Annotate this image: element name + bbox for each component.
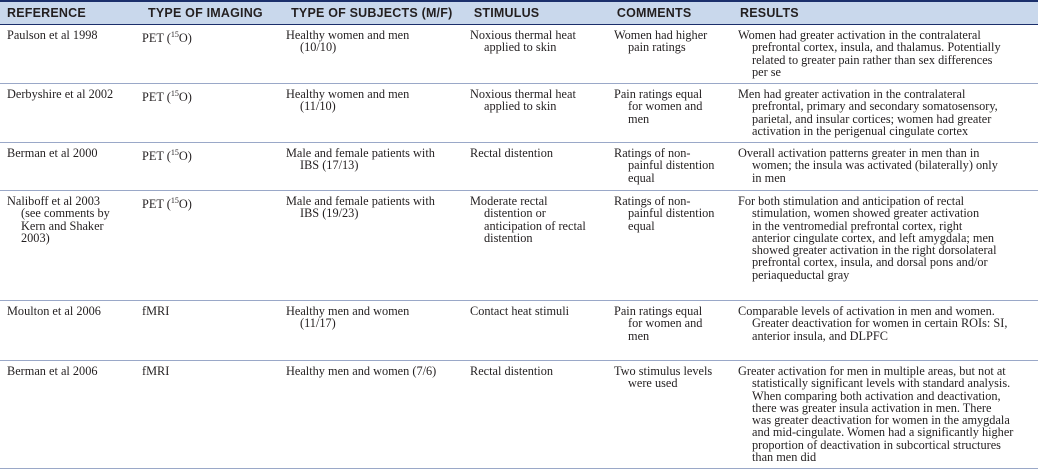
cell-line: Noxious thermal heat	[470, 87, 576, 101]
table-row	[0, 25, 1038, 84]
cell-line: (see comments by	[21, 206, 110, 221]
cell-line: per se	[752, 64, 782, 79]
cell-line: PET ($^{15}$O)	[142, 30, 192, 46]
cell-line: periaqueductal gray	[752, 267, 850, 282]
cell-line: (11/10)	[300, 99, 336, 114]
cell-line: prefrontal cortex, insula, and thalamus. Potentially	[752, 40, 1001, 55]
cell-stimulus	[470, 191, 614, 300]
cell-line: 2003)	[21, 230, 50, 245]
cell-imaging	[142, 301, 286, 360]
cell-line: prefrontal cortex, insula, and dorsal pons and/or	[752, 255, 988, 270]
cell-line: anticipation of rectal	[484, 218, 586, 233]
cell-stimulus	[470, 143, 614, 190]
header-type-of-imaging: TYPE OF IMAGING	[148, 6, 263, 20]
cell-line: PET ($^{15}$O)	[142, 148, 192, 164]
cell-line: and mid-cingulate. Women had a significantly higher	[752, 425, 1014, 440]
cell-imaging	[142, 84, 286, 142]
cell-reference	[0, 143, 142, 190]
cell-results	[738, 25, 1038, 83]
cell-line: men	[628, 328, 650, 343]
cell-line: prefrontal, primary and secondary somatosensory,	[752, 99, 998, 114]
table-row	[0, 143, 1038, 191]
cell-subjects	[286, 84, 470, 142]
cell-line: Comparable levels of activation in men and women.	[738, 304, 995, 318]
cell-line: (11/17)	[300, 316, 336, 331]
cell-line: equal	[628, 170, 655, 185]
cell-line: Paulson et al 1998	[7, 28, 98, 42]
cell-line: IBS (19/23)	[300, 206, 359, 221]
cell-results	[738, 143, 1038, 190]
cell-reference	[0, 361, 142, 468]
cell-line: anterior cingulate cortex, and left amygdala; men	[752, 230, 995, 245]
cell-line: fMRI	[142, 364, 170, 378]
cell-stimulus	[470, 25, 614, 83]
cell-line: Derbyshire et al 2002	[7, 87, 114, 101]
cell-subjects	[286, 25, 470, 83]
cell-line: Moulton et al 2006	[7, 304, 101, 318]
cell-line: PET ($^{15}$O)	[142, 196, 192, 212]
cell-line: Berman et al 2006	[7, 364, 98, 378]
cell-imaging	[142, 143, 286, 190]
table-row	[0, 301, 1038, 361]
cell-comments	[614, 84, 738, 142]
header-reference: REFERENCE	[7, 6, 86, 20]
cell-imaging	[142, 25, 286, 83]
cell-stimulus	[470, 361, 614, 468]
cell-line: Pain ratings equal	[614, 304, 703, 318]
cell-line: Women had greater activation in the contralateral	[738, 28, 981, 42]
cell-line: Rectal distention	[470, 364, 553, 378]
cell-line: painful distention	[628, 206, 715, 221]
cell-line: Male and female patients with	[286, 146, 435, 160]
header-type-of-subjects: TYPE OF SUBJECTS (M/F)	[291, 6, 453, 20]
cell-line: were used	[628, 376, 678, 391]
cell-line: for women and	[628, 316, 703, 331]
cell-line: Contact heat stimuli	[470, 304, 570, 318]
cell-comments	[614, 143, 738, 190]
cell-line: applied to skin	[484, 40, 557, 55]
cell-line: Men had greater activation in the contralateral	[738, 87, 966, 101]
table-row	[0, 191, 1038, 301]
cell-line: in the ventromedial prefrontal cortex, right	[752, 218, 963, 233]
cell-line: activation in the perigenual cingulate cortex	[752, 123, 969, 138]
cell-line: Male and female patients with	[286, 194, 435, 208]
cell-subjects	[286, 191, 470, 300]
cell-line: for women and	[628, 99, 703, 114]
cell-stimulus	[470, 301, 614, 360]
header-stimulus: STIMULUS	[473, 6, 540, 20]
cell-reference	[0, 25, 142, 83]
cell-line: Healthy women and men	[286, 87, 410, 101]
cell-subjects	[286, 361, 470, 468]
cell-comments	[614, 301, 738, 360]
cell-line: proportion of deactivation in subcortical structures	[752, 437, 1001, 452]
cell-line: Rectal distention	[470, 146, 553, 160]
cell-line: Healthy men and women (7/6)	[286, 364, 437, 378]
cell-line: Ratings of non-	[614, 194, 691, 208]
cell-line: related to greater pain rather than sex differences	[752, 52, 993, 67]
cell-comments	[614, 25, 738, 83]
cell-stimulus	[470, 84, 614, 142]
cell-line: When comparing both activation and deactivation,	[752, 388, 1001, 403]
cell-subjects	[286, 143, 470, 190]
cell-line: Kern and Shaker	[21, 218, 104, 233]
cell-line: stimulation, women showed greater activation	[752, 206, 980, 221]
cell-line: equal	[628, 218, 655, 233]
cell-line: Two stimulus levels	[614, 364, 713, 378]
cell-line: Noxious thermal heat	[470, 28, 576, 42]
header-comments: COMMENTS	[616, 6, 692, 20]
cell-line: there was greater insula activation in men. There	[752, 400, 992, 415]
cell-results	[738, 301, 1038, 360]
cell-results	[738, 84, 1038, 142]
cell-subjects	[286, 301, 470, 360]
cell-line: Naliboff et al 2003	[7, 194, 101, 208]
cell-imaging	[142, 361, 286, 468]
cell-line: fMRI	[142, 304, 170, 318]
header-results: RESULTS	[740, 6, 799, 20]
cell-imaging	[142, 191, 286, 300]
cell-line: anterior insula, and DLPFC	[752, 328, 888, 343]
table-header-row	[0, 0, 1038, 25]
cell-line: Healthy women and men	[286, 28, 410, 42]
cell-line: Greater activation for men in multiple areas, but not at	[738, 364, 1006, 378]
cell-results	[738, 191, 1038, 300]
table-row	[0, 84, 1038, 143]
cell-line: IBS (17/13)	[300, 158, 359, 173]
table-body	[0, 25, 1038, 469]
cell-line: painful distention	[628, 158, 715, 173]
cell-line: distention or	[484, 206, 546, 221]
table-row	[0, 361, 1038, 469]
cell-line: parietal, and insular cortices; women had greater	[752, 111, 992, 126]
cell-line: in men	[752, 170, 786, 185]
cell-line: Healthy men and women	[286, 304, 410, 318]
cell-line: pain ratings	[628, 40, 686, 55]
cell-line: Greater deactivation for women in certain ROIs: SI,	[752, 316, 1008, 331]
cell-line: Moderate rectal	[470, 194, 548, 208]
cell-line: was greater deactivation for women in the amygdala	[752, 413, 1010, 428]
cell-results	[738, 361, 1038, 468]
cell-line: men	[628, 111, 650, 126]
cell-reference	[0, 84, 142, 142]
cell-reference	[0, 301, 142, 360]
cell-comments	[614, 191, 738, 300]
cell-comments	[614, 361, 738, 468]
cell-line: PET ($^{15}$O)	[142, 89, 192, 105]
cell-line: Women had higher	[614, 28, 708, 42]
cell-line: women; the insula was activated (bilaterally) only	[752, 158, 998, 173]
cell-line: Pain ratings equal	[614, 87, 703, 101]
cell-line: statistically significant levels with standard analysis.	[752, 376, 1011, 391]
cell-line: Ratings of non-	[614, 146, 691, 160]
cell-line: showed greater activation in the right dorsolateral	[752, 243, 997, 258]
cell-line: For both stimulation and anticipation of rectal	[738, 194, 965, 208]
cell-line: Overall activation patterns greater in men than in	[738, 146, 980, 160]
cell-reference	[0, 191, 142, 300]
cell-line: Berman et al 2000	[7, 146, 98, 160]
cell-line: applied to skin	[484, 99, 557, 114]
cell-line: than men did	[752, 450, 817, 465]
cell-line: (10/10)	[300, 40, 337, 55]
cell-line: distention	[484, 230, 533, 245]
